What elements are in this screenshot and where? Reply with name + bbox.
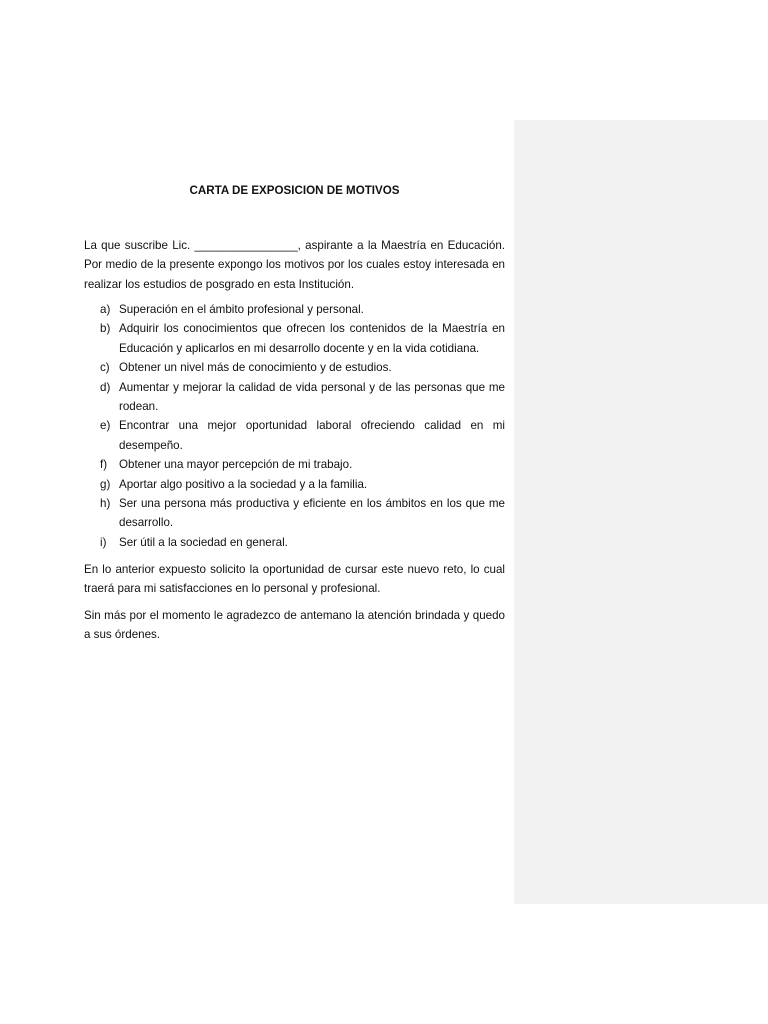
list-item-text: Adquirir los conocimientos que ofrecen los contenidos de la Maestría en Educación y aplicarlos en mi desarrollo docente y en la vida cotidiana. — [119, 322, 505, 355]
list-item-text: Encontrar una mejor oportunidad laboral ofreciendo calidad en mi desempeño. — [119, 419, 505, 452]
list-item — [84, 455, 505, 474]
list-marker: d) — [100, 380, 111, 394]
list-item-text: Obtener un nivel más de conocimiento y de estudios. — [119, 361, 392, 375]
list-item-text: Aumentar y mejorar la calidad de vida personal y de las personas que me rodean. — [119, 380, 505, 414]
closing-paragraph: Sin más por el momento le agradezco de antemano la atención brindada y quedo a sus órdenes. — [84, 609, 505, 642]
list-marker: e) — [100, 419, 111, 433]
list-marker: c) — [100, 361, 110, 375]
list-item — [84, 300, 505, 319]
motives-list — [84, 300, 505, 552]
list-item — [84, 378, 505, 417]
list-item — [84, 358, 505, 377]
list-item-text: Obtener una mayor percepción de mi trabajo. — [119, 458, 353, 472]
list-marker: h) — [100, 497, 111, 511]
list-marker: b) — [100, 322, 111, 336]
comment-margin-pane — [514, 120, 768, 904]
intro-paragraph: La que suscribe Lic. ________________, aspirante a la Maestría en Educación. Por medio de la presente expongo los motivos por los cuales estoy interesada en realizar los estudios de posgrado en esta Institución. — [84, 239, 505, 291]
list-item-text: Ser una persona más productiva y eficiente en los ámbitos en los que me desarrollo. — [119, 497, 505, 530]
request-paragraph: En lo anterior expuesto solicito la oportunidad de cursar este nuevo reto, lo cual traerá para mi satisfacciones en lo personal y profesional. — [84, 563, 505, 596]
list-item — [84, 475, 505, 494]
list-marker: g) — [100, 477, 111, 491]
list-item-text: Aportar algo positivo a la sociedad y a la familia. — [119, 477, 368, 491]
document-title: CARTA DE EXPOSICION DE MOTIVOS — [189, 184, 400, 197]
list-item — [84, 416, 505, 455]
list-marker: a) — [100, 303, 111, 316]
list-marker: f) — [100, 458, 108, 472]
list-item-text: Ser útil a la sociedad en general. — [119, 535, 288, 549]
list-item-text: Superación en el ámbito profesional y personal. — [119, 303, 364, 316]
list-item — [84, 494, 505, 533]
list-item — [84, 533, 505, 552]
list-item — [84, 319, 505, 358]
list-marker: i) — [100, 535, 107, 549]
